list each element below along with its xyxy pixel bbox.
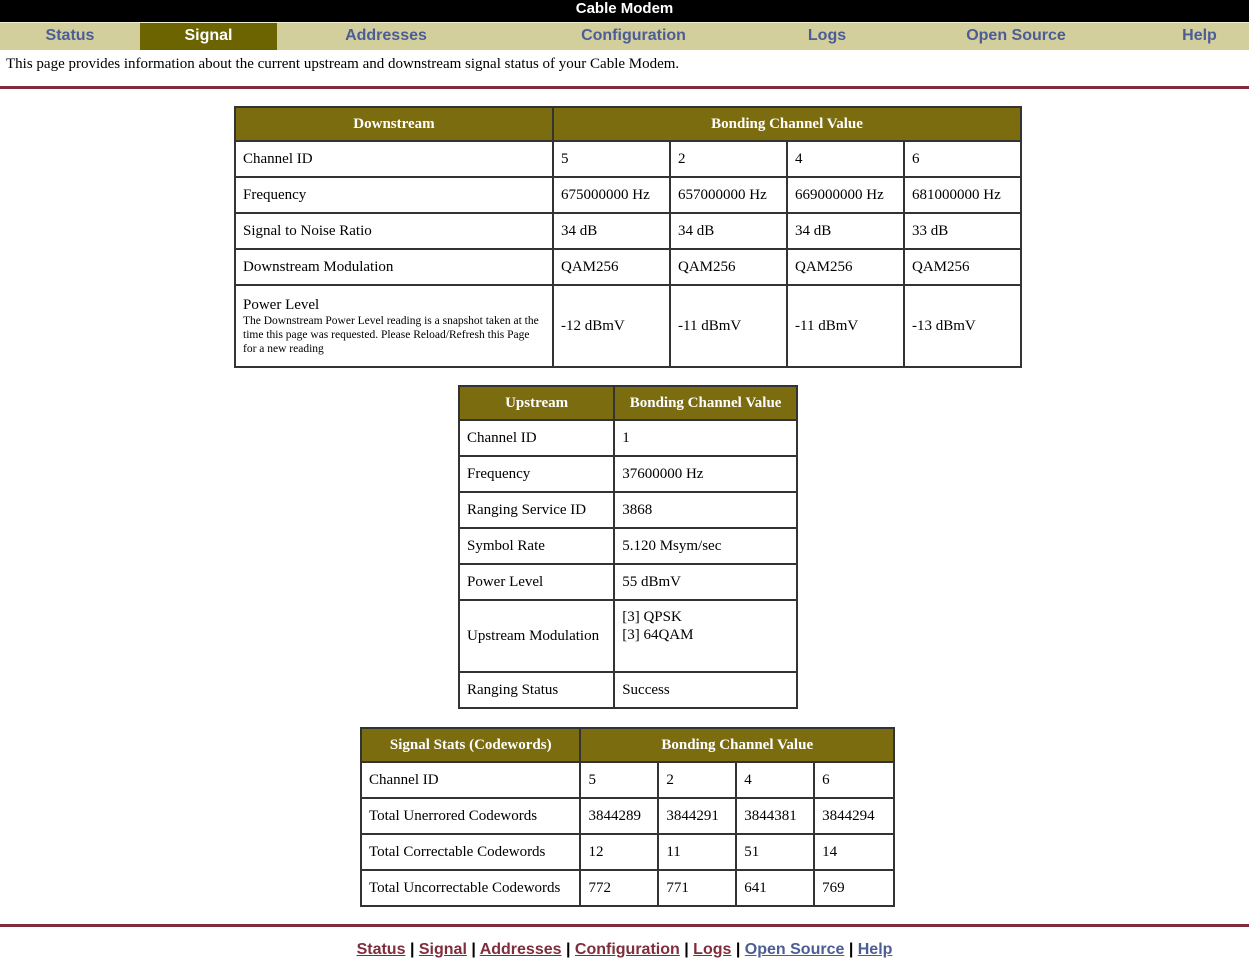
cell-value: 34 dB <box>787 213 904 249</box>
bottom-divider <box>0 924 1249 927</box>
cell-value: 771 <box>658 870 736 906</box>
cell-value: 2 <box>670 141 787 177</box>
codewords-table <box>360 727 895 907</box>
power-level-note: The Downstream Power Level reading is a snapshot taken at the time this page was requested. Please Reload/Refresh this Page for a new reading <box>243 314 539 355</box>
downstream-header: Downstream <box>235 107 553 141</box>
row-label: Frequency <box>235 177 553 213</box>
cell-value: 34 dB <box>670 213 787 249</box>
footer-link-open-source[interactable]: Open Source <box>744 941 845 958</box>
cell-value: QAM256 <box>553 249 670 285</box>
cell-value: 3868 <box>614 492 797 528</box>
nav-configuration[interactable]: Configuration <box>581 27 686 44</box>
cell-value: 14 <box>814 834 894 870</box>
cell-value: 2 <box>658 762 736 798</box>
cell-value: 1 <box>614 420 797 456</box>
cell-value: [3] 64QAM <box>622 627 694 643</box>
cell-value: 4 <box>787 141 904 177</box>
cell-value: -13 dBmV <box>904 285 1021 367</box>
row-label: Total Unerrored Codewords <box>361 798 580 834</box>
cell-value: 5 <box>553 141 670 177</box>
top-divider <box>0 86 1249 89</box>
row-label: Power Level <box>459 564 614 600</box>
bonding-channel-header: Bonding Channel Value <box>580 728 894 762</box>
cell-value: -12 dBmV <box>553 285 670 367</box>
cell-value: 657000000 Hz <box>670 177 787 213</box>
downstream-table <box>234 106 1022 368</box>
app-title: Cable Modem <box>0 0 1249 22</box>
table-row <box>459 456 797 492</box>
cell-value: 681000000 Hz <box>904 177 1021 213</box>
table-row <box>459 528 797 564</box>
cell-value: 6 <box>904 141 1021 177</box>
table-row <box>459 600 797 672</box>
table-row <box>459 492 797 528</box>
cell-value: 33 dB <box>904 213 1021 249</box>
cell-value: 675000000 Hz <box>553 177 670 213</box>
cell-value: 34 dB <box>553 213 670 249</box>
cell-value: QAM256 <box>904 249 1021 285</box>
footer-separator: | <box>565 941 571 958</box>
footer-link-logs[interactable]: Logs <box>693 941 732 958</box>
table-row <box>459 420 797 456</box>
table-row <box>361 798 894 834</box>
cell-value: 5 <box>580 762 658 798</box>
footer-nav <box>0 941 1249 959</box>
table-row <box>235 141 1021 177</box>
row-label: Symbol Rate <box>459 528 614 564</box>
cell-value: QAM256 <box>787 249 904 285</box>
table-row <box>235 213 1021 249</box>
table-row <box>235 285 1021 367</box>
cell-value: 12 <box>580 834 658 870</box>
nav-signal[interactable]: Signal <box>140 23 277 50</box>
bonding-channel-header: Bonding Channel Value <box>553 107 1021 141</box>
row-label: Ranging Status <box>459 672 614 708</box>
cell-value: -11 dBmV <box>787 285 904 367</box>
row-label: Frequency <box>459 456 614 492</box>
row-label: Signal to Noise Ratio <box>235 213 553 249</box>
cell-value: 669000000 Hz <box>787 177 904 213</box>
footer-separator: | <box>409 941 415 958</box>
footer-link-status[interactable]: Status <box>356 941 406 958</box>
row-label: Upstream Modulation <box>459 600 614 672</box>
row-label: Downstream Modulation <box>235 249 553 285</box>
page-description: This page provides information about the current upstream and downstream signal status of your Cable Modem. <box>6 56 680 72</box>
cell-value: 769 <box>814 870 894 906</box>
nav-status[interactable]: Status <box>45 27 95 44</box>
footer-separator: | <box>471 941 476 958</box>
footer-link-signal[interactable]: Signal <box>418 941 467 958</box>
row-label: Channel ID <box>459 420 614 456</box>
footer-link-configuration[interactable]: Configuration <box>574 941 680 958</box>
table-row <box>361 834 894 870</box>
cell-value: 11 <box>658 834 736 870</box>
table-row <box>235 177 1021 213</box>
cell-value: 772 <box>580 870 658 906</box>
table-row <box>459 672 797 708</box>
bonding-channel-header: Bonding Channel Value <box>614 386 797 420</box>
row-label: Total Uncorrectable Codewords <box>361 870 580 906</box>
cell-value: 37600000 Hz <box>614 456 797 492</box>
row-label: Channel ID <box>235 141 553 177</box>
cell-value: [3] QPSK <box>622 609 682 625</box>
top-nav <box>0 22 1249 50</box>
cell-value: 6 <box>814 762 894 798</box>
row-label: Total Correctable Codewords <box>361 834 580 870</box>
table-row <box>361 762 894 798</box>
modulation-cell <box>614 600 797 672</box>
table-row <box>459 564 797 600</box>
cell-value: 3844381 <box>736 798 814 834</box>
cell-value: 3844289 <box>580 798 658 834</box>
footer-separator: | <box>735 941 741 958</box>
row-label: Channel ID <box>361 762 580 798</box>
footer-separator: | <box>684 941 689 958</box>
footer-separator: | <box>848 941 854 958</box>
footer-link-help[interactable]: Help <box>857 941 893 958</box>
cell-value: 55 dBmV <box>614 564 797 600</box>
nav-open-source[interactable]: Open Source <box>966 27 1066 44</box>
cell-value: 3844294 <box>814 798 894 834</box>
cell-value: 641 <box>736 870 814 906</box>
upstream-table <box>458 385 798 709</box>
cell-value: 5.120 Msym/sec <box>614 528 797 564</box>
cell-value: 3844291 <box>658 798 736 834</box>
nav-logs[interactable]: Logs <box>807 27 847 44</box>
cell-value: 4 <box>736 762 814 798</box>
nav-addresses[interactable]: Addresses <box>345 27 427 44</box>
power-level-label-cell <box>235 285 553 367</box>
nav-help[interactable]: Help <box>1182 27 1217 44</box>
table-row <box>361 870 894 906</box>
cell-value: QAM256 <box>670 249 787 285</box>
row-label: Ranging Service ID <box>459 492 614 528</box>
upstream-header: Upstream <box>459 386 614 420</box>
cell-value: -11 dBmV <box>670 285 787 367</box>
cell-value: Success <box>614 672 797 708</box>
row-label: Power Level <box>243 296 320 313</box>
table-row <box>235 249 1021 285</box>
codewords-header: Signal Stats (Codewords) <box>361 728 580 762</box>
cell-value: 51 <box>736 834 814 870</box>
footer-link-addresses[interactable]: Addresses <box>479 941 562 958</box>
